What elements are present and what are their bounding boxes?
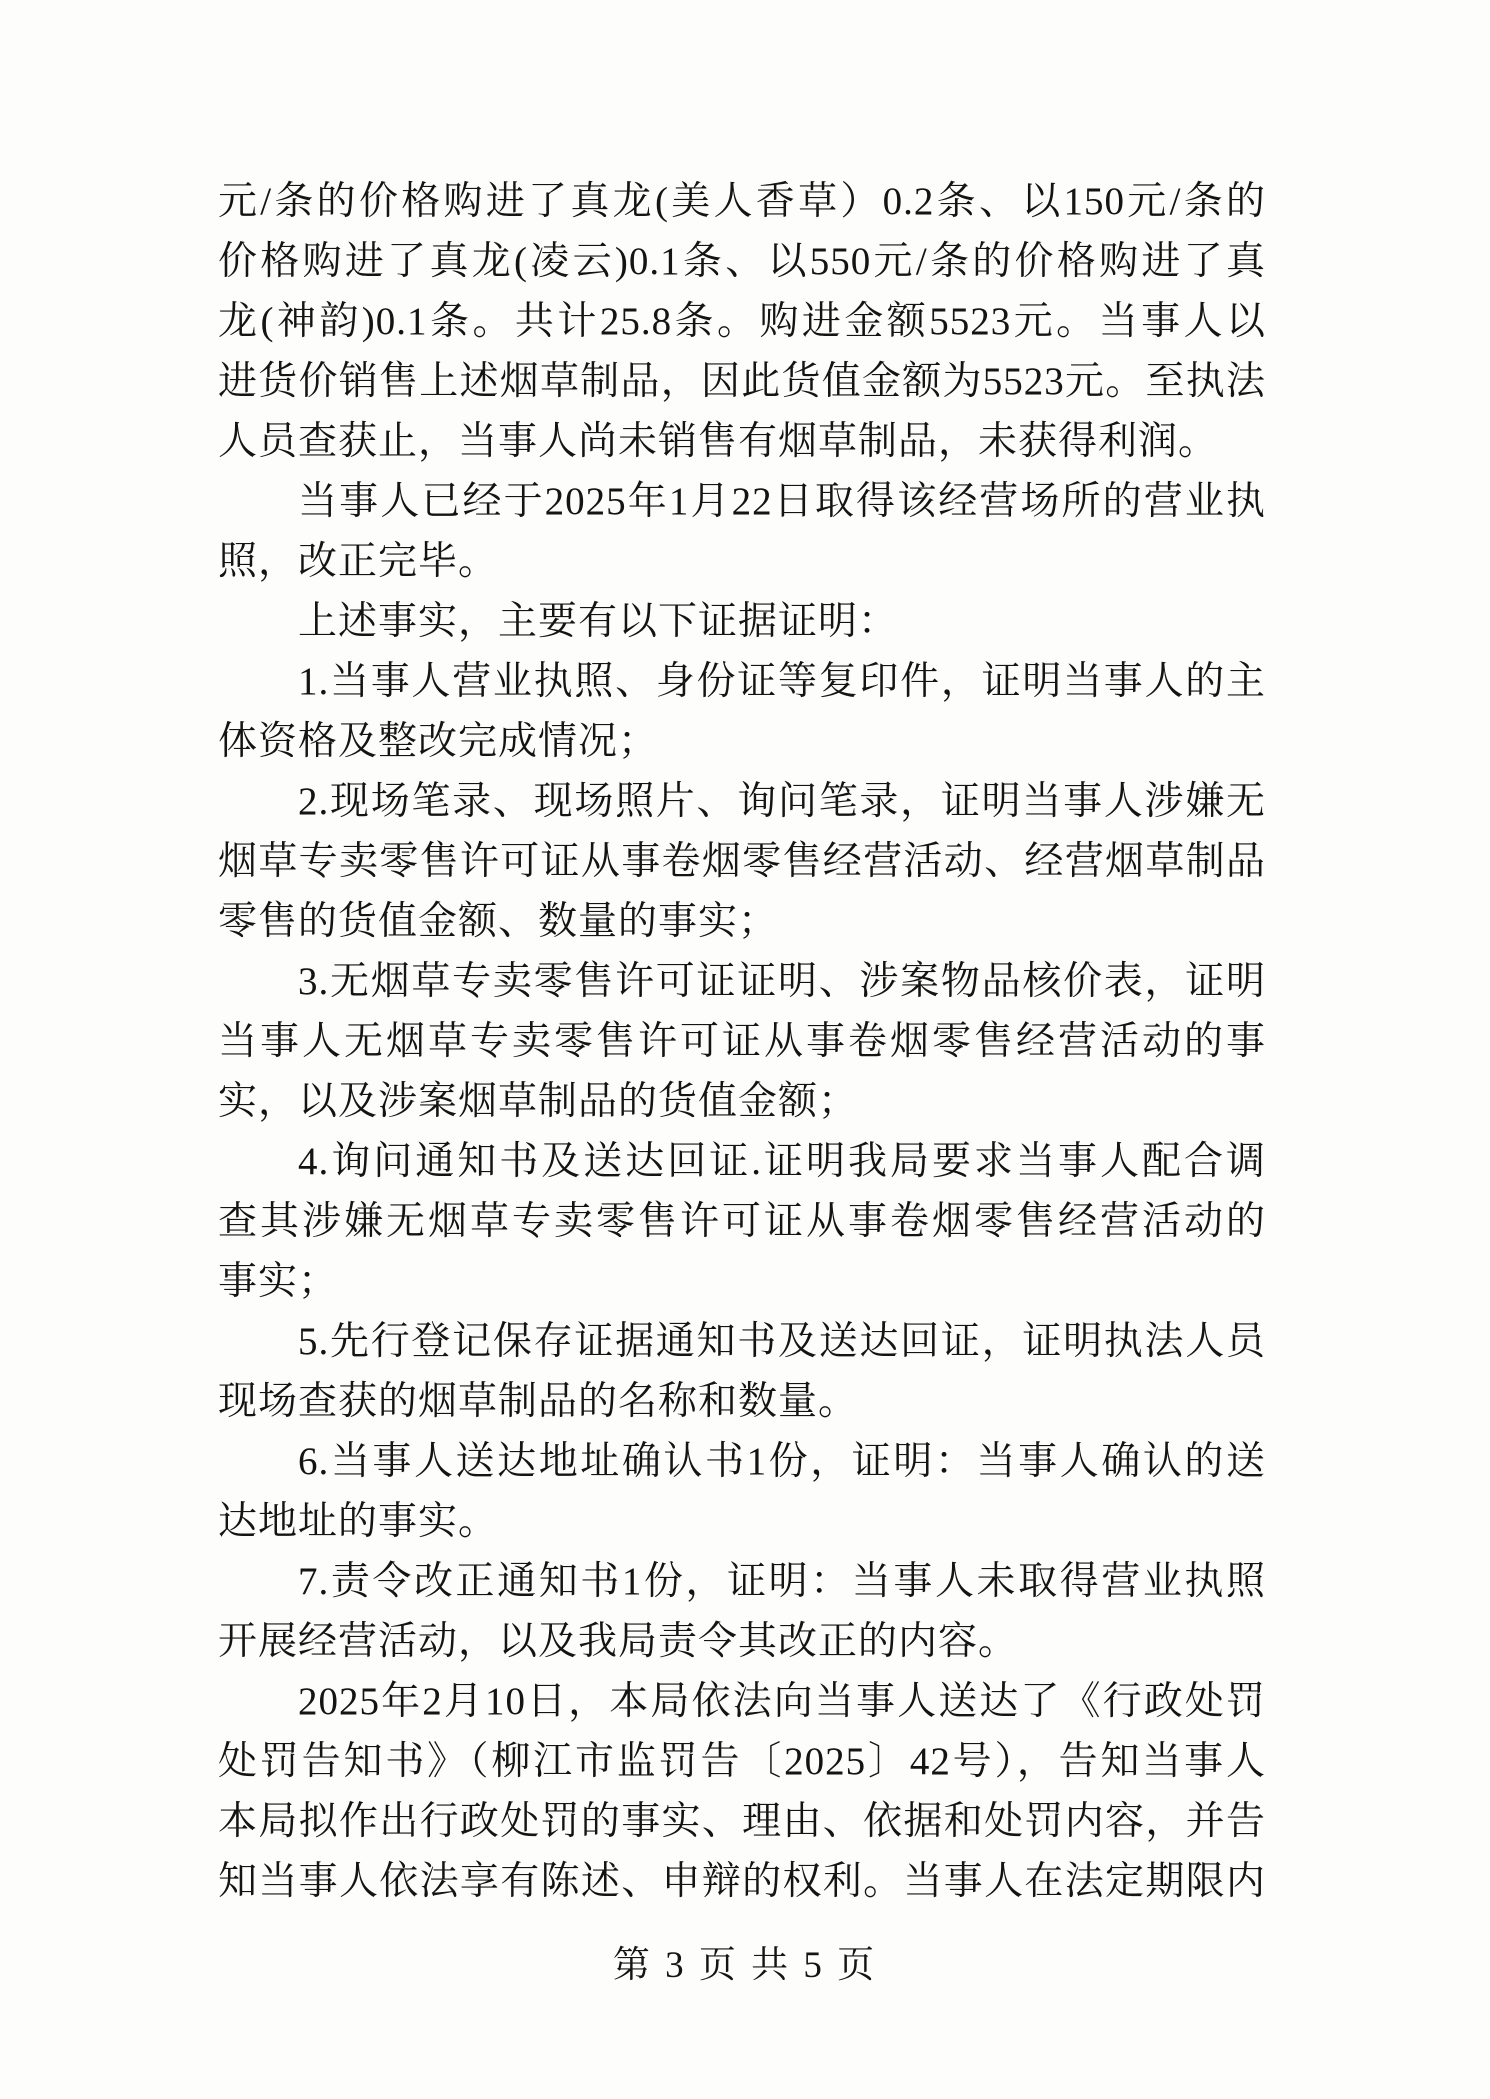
text-line: 4.询问通知书及送达回证.证明我局要求当事人配合调 xyxy=(298,1140,1266,1183)
text-line: 现场查获的烟草制品的名称和数量。 xyxy=(218,1380,859,1423)
text-line: 7.责令改正通知书1份，证明：当事人未取得营业执照 xyxy=(298,1560,1266,1603)
text-line: 2025年2月10日，本局依法向当事人送达了《行政处罚 xyxy=(298,1680,1266,1723)
page-footer: 第 3 页 共 5 页 xyxy=(612,1945,878,1986)
text-line: 5.先行登记保存证据通知书及送达回证，证明执法人员 xyxy=(298,1320,1266,1363)
text-line: 进货价销售上述烟草制品，因此货值金额为5523元。至执法 xyxy=(218,360,1266,403)
text-line: 6.当事人送达地址确认书1份，证明：当事人确认的送 xyxy=(298,1440,1266,1483)
body-text xyxy=(218,172,1266,1912)
text-line: 1.当事人营业执照、身份证等复印件，证明当事人的主 xyxy=(298,660,1266,703)
text-line: 人员查获止，当事人尚未销售有烟草制品，未获得利润。 xyxy=(218,420,1219,463)
text-line: 零售的货值金额、数量的事实； xyxy=(218,900,779,943)
text-line: 知当事人依法享有陈述、申辩的权利。当事人在法定期限内 xyxy=(218,1860,1266,1903)
text-line: 价格购进了真龙(凌云)0.1条、以550元/条的价格购进了真 xyxy=(218,240,1266,283)
text-line: 处罚告知书》（柳江市监罚告〔2025〕42号），告知当事人 xyxy=(218,1740,1266,1783)
text-line: 3.无烟草专卖零售许可证证明、涉案物品核价表，证明 xyxy=(298,960,1266,1003)
text-line: 2.现场笔录、现场照片、询问笔录，证明当事人涉嫌无 xyxy=(298,780,1266,823)
text-line: 本局拟作出行政处罚的事实、理由、依据和处罚内容，并告 xyxy=(218,1800,1266,1843)
text-line: 当事人已经于2025年1月22日取得该经营场所的营业执 xyxy=(298,480,1266,523)
text-line: 事实； xyxy=(218,1260,339,1303)
text-line: 照，改正完毕。 xyxy=(218,540,499,583)
text-line: 开展经营活动，以及我局责令其改正的内容。 xyxy=(218,1620,1019,1663)
text-line: 达地址的事实。 xyxy=(218,1500,499,1543)
text-line: 龙(神韵)0.1条。共计25.8条。购进金额5523元。当事人以 xyxy=(218,300,1266,343)
text-line: 体资格及整改完成情况； xyxy=(218,720,659,763)
text-line: 当事人无烟草专卖零售许可证从事卷烟零售经营活动的事 xyxy=(218,1020,1266,1063)
text-line: 查其涉嫌无烟草专卖零售许可证从事卷烟零售经营活动的 xyxy=(218,1200,1266,1243)
text-line: 上述事实，主要有以下证据证明： xyxy=(298,600,899,643)
text-line: 实，以及涉案烟草制品的货值金额； xyxy=(218,1080,859,1123)
text-line: 元/条的价格购进了真龙(美人香草）0.2条、以150元/条的 xyxy=(218,180,1266,223)
text-line: 烟草专卖零售许可证从事卷烟零售经营活动、经营烟草制品 xyxy=(218,840,1266,883)
